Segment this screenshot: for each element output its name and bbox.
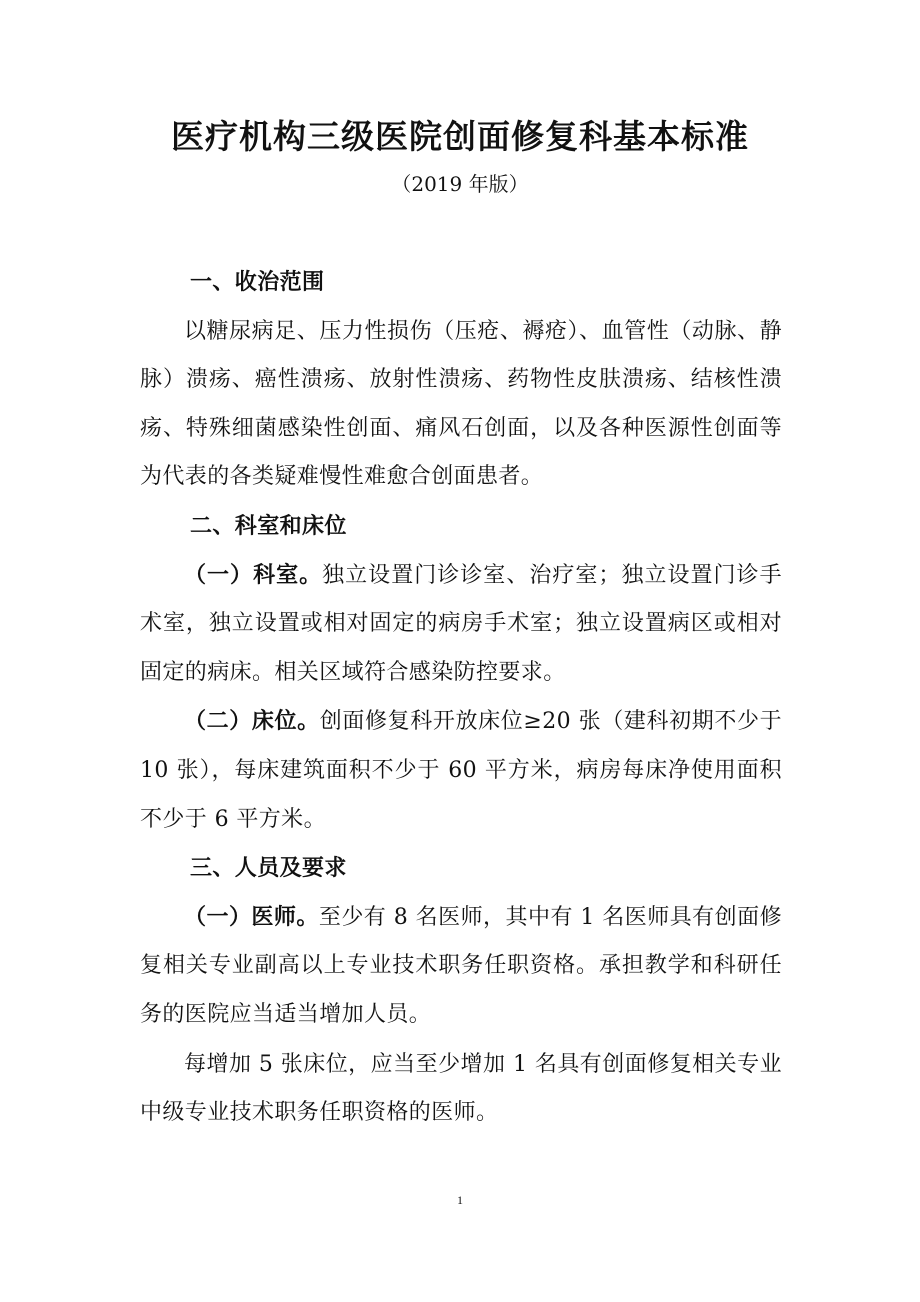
- document-title: 医疗机构三级医院创面修复科基本标准: [171, 117, 749, 156]
- paragraph-lead: （一）科室。: [184, 561, 323, 588]
- paragraph-text: 至少有 8 名医师，其中有 1 名医师具有创面修复相关专业副高以上专业技术职务任职资格。承担教学和科研任务的医院应当适当增加人员。: [140, 904, 782, 1027]
- paragraph-lead: （一）医师。: [184, 903, 319, 930]
- paragraph: [140, 307, 782, 502]
- paragraph-text: 创面修复科开放床位≥20 张（建科初期不少于 10 张），每床建筑面积不少于 60 平方米，病房每床净使用面积不少于 6 平方米。: [140, 709, 782, 832]
- paragraph: [140, 551, 782, 698]
- paragraph-text: 独立设置门诊诊室、治疗室；独立设置门诊手术室，独立设置或相对固定的病房手术室；独立设置病区或相对固定的病床。相关区域符合感染防控要求。: [140, 562, 782, 685]
- document-body: [140, 258, 782, 1138]
- section-heading: 一、收治范围: [190, 269, 325, 295]
- paragraph-text: 以糖尿病足、压力性损伤（压疮、褥疮）、血管性（动脉、静脉）溃疡、癌性溃疡、放射性溃疡、药物性皮肤溃疡、结核性溃疡、特殊细菌感染性创面、痛风石创面，以及各种医源性创面等为代表的各类疑难慢性难愈合创面患者。: [140, 318, 782, 490]
- paragraph-text: 每增加 5 张床位，应当至少增加 1 名具有创面修复相关专业中级专业技术职务任职资格的医师。: [140, 1051, 782, 1126]
- paragraph: [140, 1040, 782, 1138]
- page-number: 1: [457, 1193, 463, 1207]
- paragraph-lead: （二）床位。: [184, 708, 320, 735]
- paragraph: [140, 893, 782, 1040]
- document-subtitle: （2019 年版）: [391, 172, 529, 196]
- section-heading: 三、人员及要求: [190, 855, 347, 882]
- paragraph: [140, 697, 782, 844]
- section-heading: 二、科室和床位: [190, 512, 347, 539]
